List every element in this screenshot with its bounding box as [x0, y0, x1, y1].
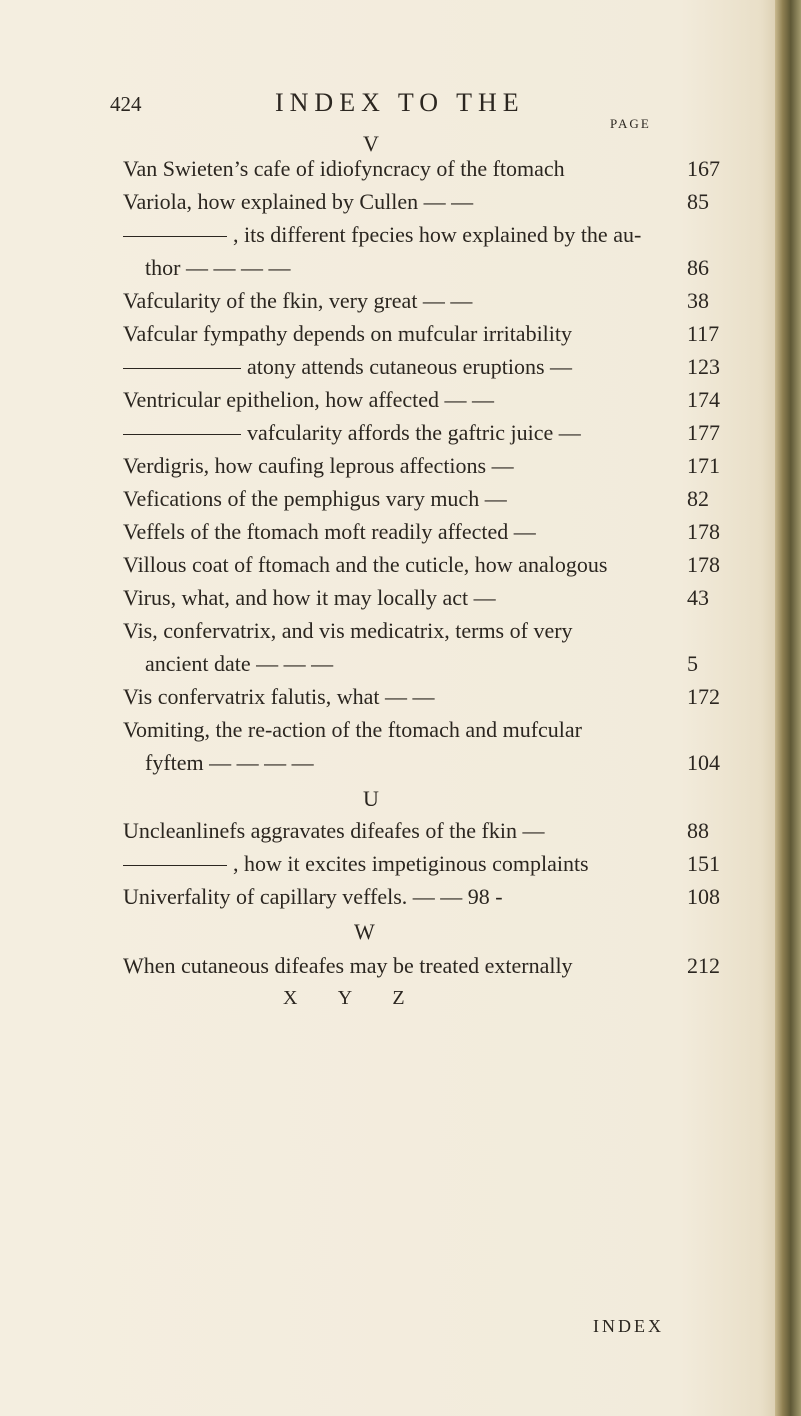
index-entry: [123, 717, 743, 751]
entry-text: Uncleanlinefs aggravates difeafes of the fkin —: [123, 818, 545, 843]
entry-page: 167: [687, 156, 720, 181]
section-letter-w: W: [354, 919, 375, 944]
entry-page: 86: [687, 255, 709, 280]
entry-page: 178: [687, 519, 720, 544]
page-number: 424: [110, 92, 142, 116]
entry-text: When cutaneous difeafes may be treated externally: [123, 953, 573, 978]
entry-page: 38: [687, 288, 709, 313]
index-entry: [123, 255, 743, 289]
entry-text: Variola, how explained by Cullen — —: [123, 189, 474, 214]
entry-page: 178: [687, 552, 720, 577]
index-entry: [123, 321, 743, 355]
entry-page: 104: [687, 750, 720, 775]
index-entry: [123, 387, 743, 421]
entry-page: 108: [687, 884, 720, 909]
entry-page: 85: [687, 189, 709, 214]
entry-page: 177: [687, 420, 720, 445]
entry-text: fyftem — — — —: [145, 750, 314, 775]
entry-text: Vafcular fympathy depends on mufcular irritability: [123, 321, 573, 346]
entry-text: , how it excites impetiginous complaints: [233, 851, 589, 876]
entry-page: 171: [687, 453, 720, 478]
page-column-label: PAGE: [610, 116, 651, 131]
entry-page: 172: [687, 684, 720, 709]
entry-text: Vafcularity of the fkin, very great — —: [123, 288, 473, 313]
entry-page: 43: [687, 585, 709, 610]
entry-text: , its different fpecies how explained by the au-: [233, 222, 642, 247]
entry-page: 123: [687, 354, 720, 379]
index-entry: [123, 354, 743, 388]
index-entry: [123, 420, 743, 454]
index-entry: [123, 189, 743, 223]
index-entry: [123, 156, 743, 190]
index-entry: [123, 953, 743, 987]
index-entry: [123, 684, 743, 718]
index-entry: [123, 519, 743, 553]
entry-text: Vis confervatrix falutis, what — —: [123, 684, 435, 709]
entry-page: 212: [687, 953, 720, 978]
section-letters-xyz: X Y Z: [283, 987, 423, 1009]
entry-page: 82: [687, 486, 709, 511]
entry-text: Vis, confervatrix, and vis medicatrix, terms of very: [123, 618, 573, 643]
section-letter-v: V: [363, 131, 379, 156]
catchword: INDEX: [593, 1316, 664, 1336]
page-edge: [775, 0, 801, 1416]
index-entry: [123, 552, 743, 586]
index-entry: [123, 851, 743, 885]
index-entry: [123, 585, 743, 619]
running-title: INDEX TO THE: [275, 88, 525, 117]
entry-page: 5: [687, 651, 698, 676]
section-letter-u: U: [363, 786, 379, 811]
entry-line: [123, 222, 641, 248]
ditto-rule: [123, 368, 241, 369]
entry-line: [123, 420, 581, 446]
entry-page: 88: [687, 818, 709, 843]
entry-text: Van Swieten’s cafe of idiofyncracy of the ftomach: [123, 156, 565, 181]
index-entry: [123, 750, 743, 784]
entry-text: Vefications of the pemphigus vary much —: [123, 486, 507, 511]
index-entry: [123, 486, 743, 520]
entry-text: ancient date — — —: [145, 651, 334, 676]
index-entry: [123, 884, 743, 918]
entry-text: vafcularity affords the gaftric juice —: [247, 420, 581, 445]
index-entry: [123, 222, 743, 256]
entry-text: thor — — — —: [145, 255, 291, 280]
entry-text: Univerfality of capillary veffels. — — 98 -: [123, 884, 503, 909]
entry-page: 174: [687, 387, 720, 412]
ditto-rule: [123, 434, 241, 435]
entry-page: 151: [687, 851, 720, 876]
index-entry: [123, 453, 743, 487]
entry-text: atony attends cutaneous eruptions —: [247, 354, 573, 379]
entry-text: Villous coat of ftomach and the cuticle, how analogous: [123, 552, 608, 577]
entry-text: Ventricular epithelion, how affected — —: [123, 387, 495, 412]
entry-text: Veffels of the ftomach moft readily affected —: [123, 519, 536, 544]
index-entry: [123, 618, 743, 652]
entry-page: 117: [687, 321, 720, 346]
ditto-rule: [123, 865, 227, 866]
entry-text: Verdigris, how caufing leprous affections —: [123, 453, 514, 478]
entry-text: Vomiting, the re-action of the ftomach and mufcular: [123, 717, 583, 742]
entry-line: [123, 851, 589, 877]
entry-text: Virus, what, and how it may locally act —: [123, 585, 496, 610]
index-entry: [123, 818, 743, 852]
index-entry: [123, 288, 743, 322]
ditto-rule: [123, 236, 227, 237]
index-entry: [123, 651, 743, 685]
entry-line: [123, 354, 572, 380]
